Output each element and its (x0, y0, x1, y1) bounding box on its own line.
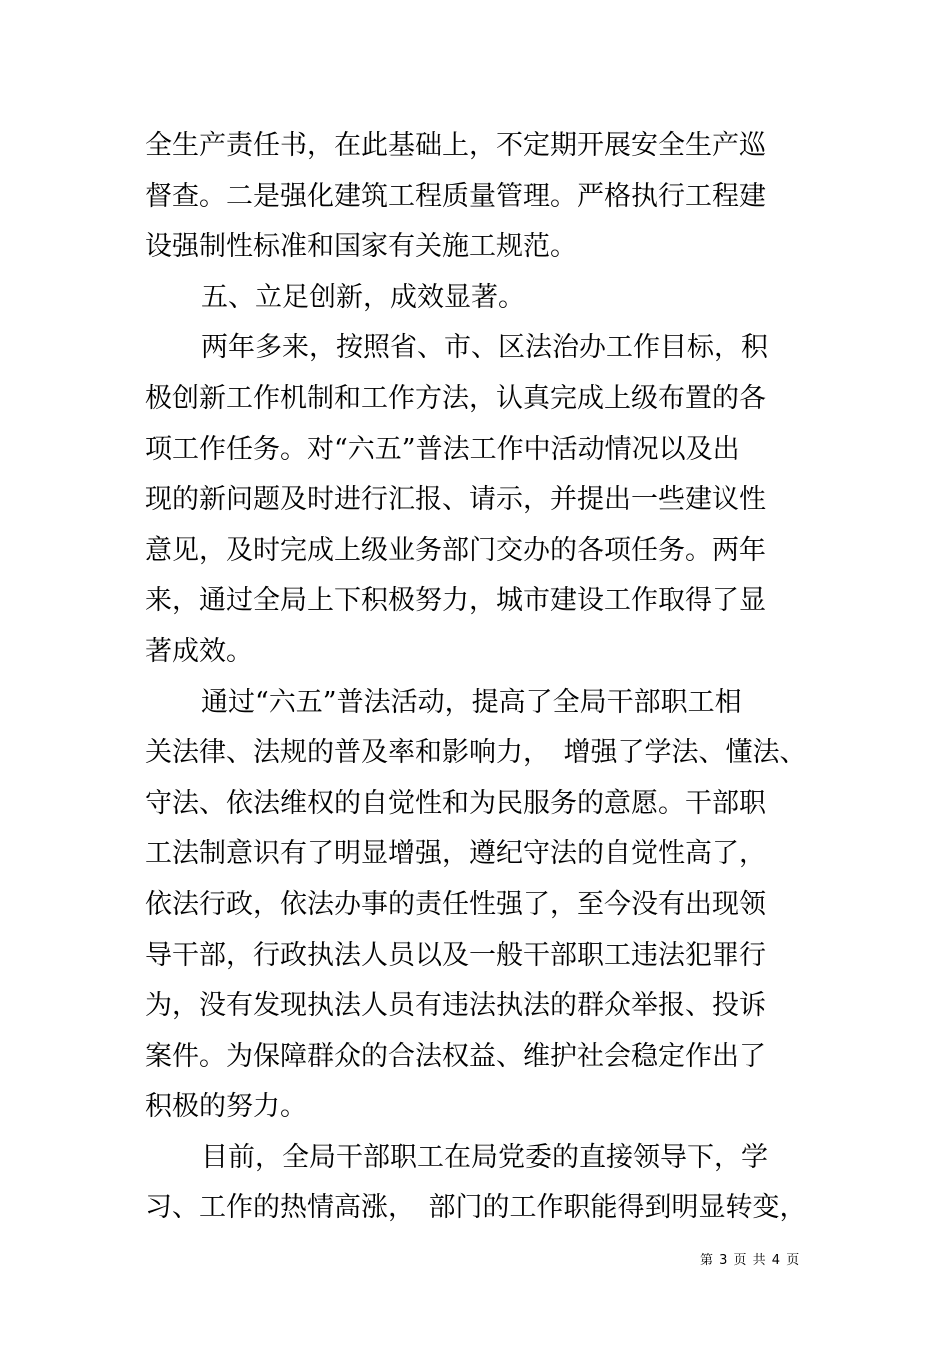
section-heading: 五、立足创新，成效显著。 (201, 281, 525, 313)
text-line: 工法制意识有了明显增强，遵纪守法的自觉性高了， (145, 838, 766, 870)
text-line: 为，没有发现执法人员有违法执法的群众举报、投诉 (145, 990, 766, 1022)
text-line: 依法行政，依法办事的责任性强了，至今没有出现领 (145, 888, 766, 920)
text-line: 意见，及时完成上级业务部门交办的各项任务。两年 (145, 534, 766, 566)
text-line: 积极的努力。 (145, 1091, 307, 1123)
text-line: 全生产责任书，在此基础上，不定期开展安全生产巡 (145, 130, 766, 161)
text-line: 通过“六五”普法活动，提高了全局干部职工相 (201, 686, 742, 718)
text-line: 关法律、法规的普及率和影响力， 增强了学法、懂法、 (145, 737, 807, 769)
text-line: 督查。二是强化建筑工程质量管理。严格执行工程建 (145, 180, 766, 212)
text-line: 导干部，行政执法人员以及一般干部职工违法犯罪行 (145, 939, 766, 971)
text-line: 设强制性标准和国家有关施工规范。 (145, 231, 577, 263)
body-text (145, 121, 825, 1234)
text-line: 极创新工作机制和工作方法，认真完成上级布置的各 (145, 382, 766, 414)
text-line: 守法、依法维权的自觉性和为民服务的意愿。干部职 (145, 787, 766, 819)
text-line: 习、工作的热情高涨， 部门的工作职能得到明显转变， (145, 1192, 807, 1224)
text-line: 目前，全局干部职工在局党委的直接领导下，学 (201, 1141, 768, 1173)
text-line: 著成效。 (145, 635, 253, 667)
text-line: 案件。为保障群众的合法权益、维护社会稳定作出了 (145, 1040, 766, 1072)
text-line: 现的新问题及时进行汇报、请示，并提出一些建议性 (145, 484, 766, 516)
text-line: 项工作任务。对“六五”普法工作中活动情况以及出 (145, 433, 740, 465)
text-line: 来，通过全局上下积极努力，城市建设工作取得了显 (145, 585, 766, 617)
text-line: 两年多来，按照省、市、区法治办工作目标，积 (201, 332, 768, 364)
page-number-footer: 第 3 页 共 4 页 (700, 1253, 801, 1268)
